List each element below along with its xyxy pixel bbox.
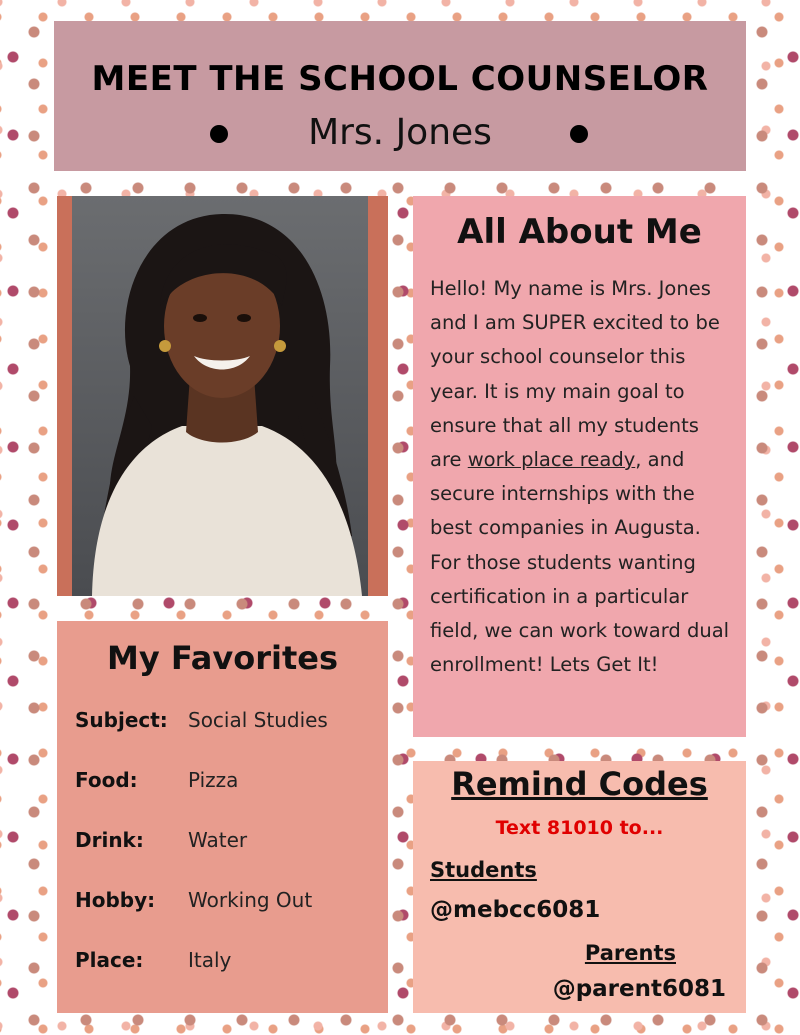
about-text-part-1: Hello! My name is Mrs. Jones and I am SUPER excited to be your school counselor this year. It is my main goal to ensure that all my students are xyxy=(430,277,720,472)
counselor-name-row xyxy=(54,112,746,162)
favorites-title: My Favorites xyxy=(106,639,339,677)
favorite-label: Drink: xyxy=(75,828,144,852)
favorite-label: Subject: xyxy=(75,708,168,732)
about-me-panel xyxy=(413,196,746,737)
remind-codes-panel xyxy=(413,761,746,1013)
favorite-label: Hobby: xyxy=(75,888,156,912)
favorite-value: Water xyxy=(188,828,248,852)
students-label: Students xyxy=(430,858,537,882)
favorite-value: Working Out xyxy=(188,888,313,912)
portrait-illustration xyxy=(72,196,368,596)
favorite-value: Social Studies xyxy=(188,708,328,732)
favorite-value: Italy xyxy=(188,948,232,972)
parents-code: @parent6081 xyxy=(552,976,726,1002)
counselor-name: Mrs. Jones xyxy=(308,112,492,153)
remind-title: Remind Codes xyxy=(451,765,708,803)
parents-label: Parents xyxy=(584,941,676,965)
remind-instructions: Text 81010 to... xyxy=(495,817,664,839)
about-text-part-2: , and secure internships with the best companies in Augusta. For those students wanting certification in a particular field, we can work toward dual enrollment! Lets Get It! xyxy=(430,448,730,677)
header-banner xyxy=(54,21,746,171)
bullet-right-icon xyxy=(570,125,588,143)
students-code: @mebcc6081 xyxy=(430,897,601,923)
photo-frame xyxy=(57,196,388,596)
favorites-panel xyxy=(57,621,388,1013)
page-title: MEET THE SCHOOL COUNSELOR xyxy=(91,59,709,99)
favorite-label: Food: xyxy=(75,768,138,792)
favorite-label: Place: xyxy=(75,948,144,972)
counselor-photo xyxy=(72,196,368,596)
favorite-value: Pizza xyxy=(188,768,239,792)
about-text xyxy=(430,272,736,682)
about-title: All About Me xyxy=(457,212,702,252)
about-text-underlined: work place ready xyxy=(467,448,636,472)
